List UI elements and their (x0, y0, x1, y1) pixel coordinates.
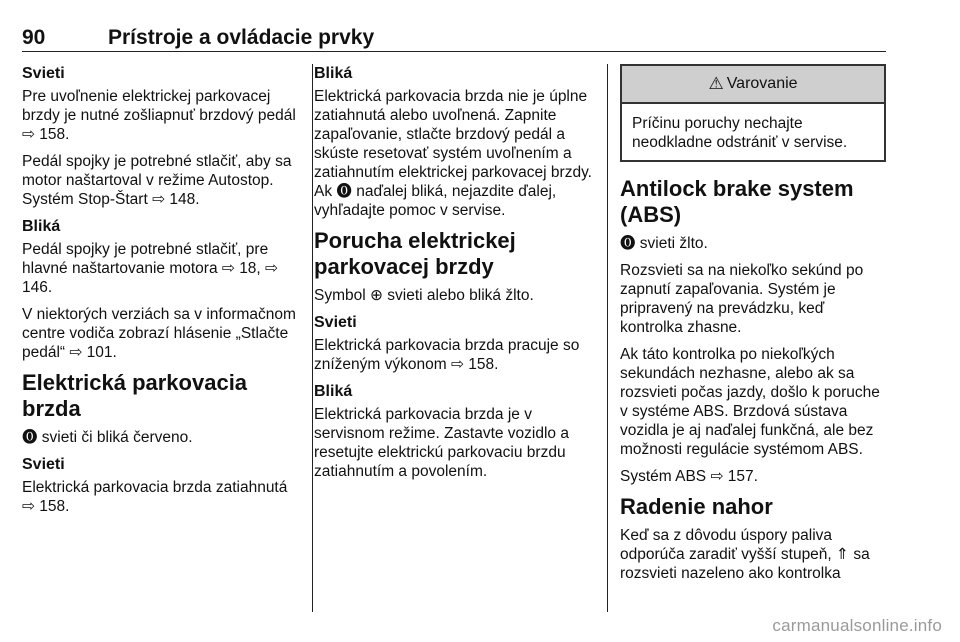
column-divider-1 (312, 64, 313, 612)
page-number: 90 (22, 26, 46, 49)
column-2 (314, 64, 596, 489)
subheading-blika: Bliká (22, 218, 61, 235)
column-1 (22, 64, 302, 524)
paragraph: Elektrická parkovacia brzda pracuje so zníženým výkonom ⇨ 158. (314, 337, 580, 373)
subheading-blika: Bliká (314, 383, 353, 400)
subheading-svieti: Svieti (314, 314, 357, 331)
column-3 (620, 64, 886, 591)
header-rule (22, 51, 886, 52)
paragraph: Elektrická parkovacia brzda nie je úplne zatiahnutá alebo uvoľnená. Zapnite zapaľovanie, stlačte brzdový pedál a skúste resetovať systém uvoľnením a zatiahnutím elektrickej parkovacej brzdy. Ak ⓿ naďalej bliká, nejazdite ďalej, vyhľadajte pomoc v servise. (314, 88, 592, 219)
section-title-upshift: Radenie nahor (620, 494, 773, 519)
page-title: Prístroje a ovládacie prvky (108, 26, 375, 49)
warning-header (622, 66, 884, 104)
subheading-blika: Bliká (314, 65, 353, 82)
paragraph: ⓿ svieti či bliká červeno. (22, 429, 193, 446)
paragraph: V niektorých verziách sa v informačnom centre vodiča zobrazí hlásenie „Stlačte pedál“ ⇨ 101. (22, 306, 296, 361)
paragraph: ⓿ svieti žlto. (620, 235, 708, 252)
paragraph: Pedál spojky je potrebné stlačiť, pre hlavné naštartovanie motora ⇨ 18, ⇨ 146. (22, 241, 279, 296)
paragraph: Symbol ⊕ svieti alebo bliká žlto. (314, 287, 534, 304)
warning-icon: ⚠ (708, 74, 724, 93)
paragraph: Elektrická parkovacia brzda je v servisnom režime. Zastavte vozidlo a resetujte elektrickú parkovaciu brzdu zatiahnutím a povolením. (314, 406, 569, 480)
section-title-brake-fault: Porucha elektrickej parkovacej brzdy (314, 228, 516, 279)
subheading-svieti: Svieti (22, 456, 65, 473)
warning-title: Varovanie (726, 75, 798, 92)
warning-box (620, 64, 886, 162)
paragraph: Keď sa z dôvodu úspory paliva odporúča zaradiť vyšší stupeň, ⇑ sa rozsvieti nazeleno ako kontrolka (620, 527, 870, 582)
column-divider-2 (607, 64, 608, 612)
paragraph: Elektrická parkovacia brzda zatiahnutá ⇨ 158. (22, 479, 288, 515)
warning-text: Príčinu poruchy nechajte neodkladne odstrániť v servise. (632, 115, 848, 151)
section-title-parking-brake: Elektrická parkovacia brzda (22, 370, 248, 421)
paragraph: Systém ABS ⇨ 157. (620, 468, 758, 485)
page-header (22, 22, 886, 52)
section-title-abs: Antilock brake system (ABS) (620, 176, 854, 227)
subheading-svieti: Svieti (22, 65, 65, 82)
paragraph: Ak táto kontrolka po niekoľkých sekundách nezhasne, alebo ak sa rozsvieti počas jazdy, došlo k poruche v systéme ABS. Brzdová sústava vozidla je aj naďalej funkčná, ale bez možnosti regulácie systémom ABS. (620, 346, 880, 458)
paragraph: Rozsvieti sa na niekoľko sekúnd po zapnutí zapaľovania. Systém je pripravený na prevádzku, keď kontrolka zhasne. (620, 262, 864, 336)
paragraph: Pedál spojky je potrebné stlačiť, aby sa motor naštartoval v režime Autostop. Systém Stop-Štart ⇨ 148. (22, 153, 292, 208)
paragraph: Pre uvoľnenie elektrickej parkovacej brzdy je nutné zošliapnuť brzdový pedál ⇨ 158. (22, 88, 296, 143)
watermark: carmanualsonline.info (772, 616, 942, 635)
